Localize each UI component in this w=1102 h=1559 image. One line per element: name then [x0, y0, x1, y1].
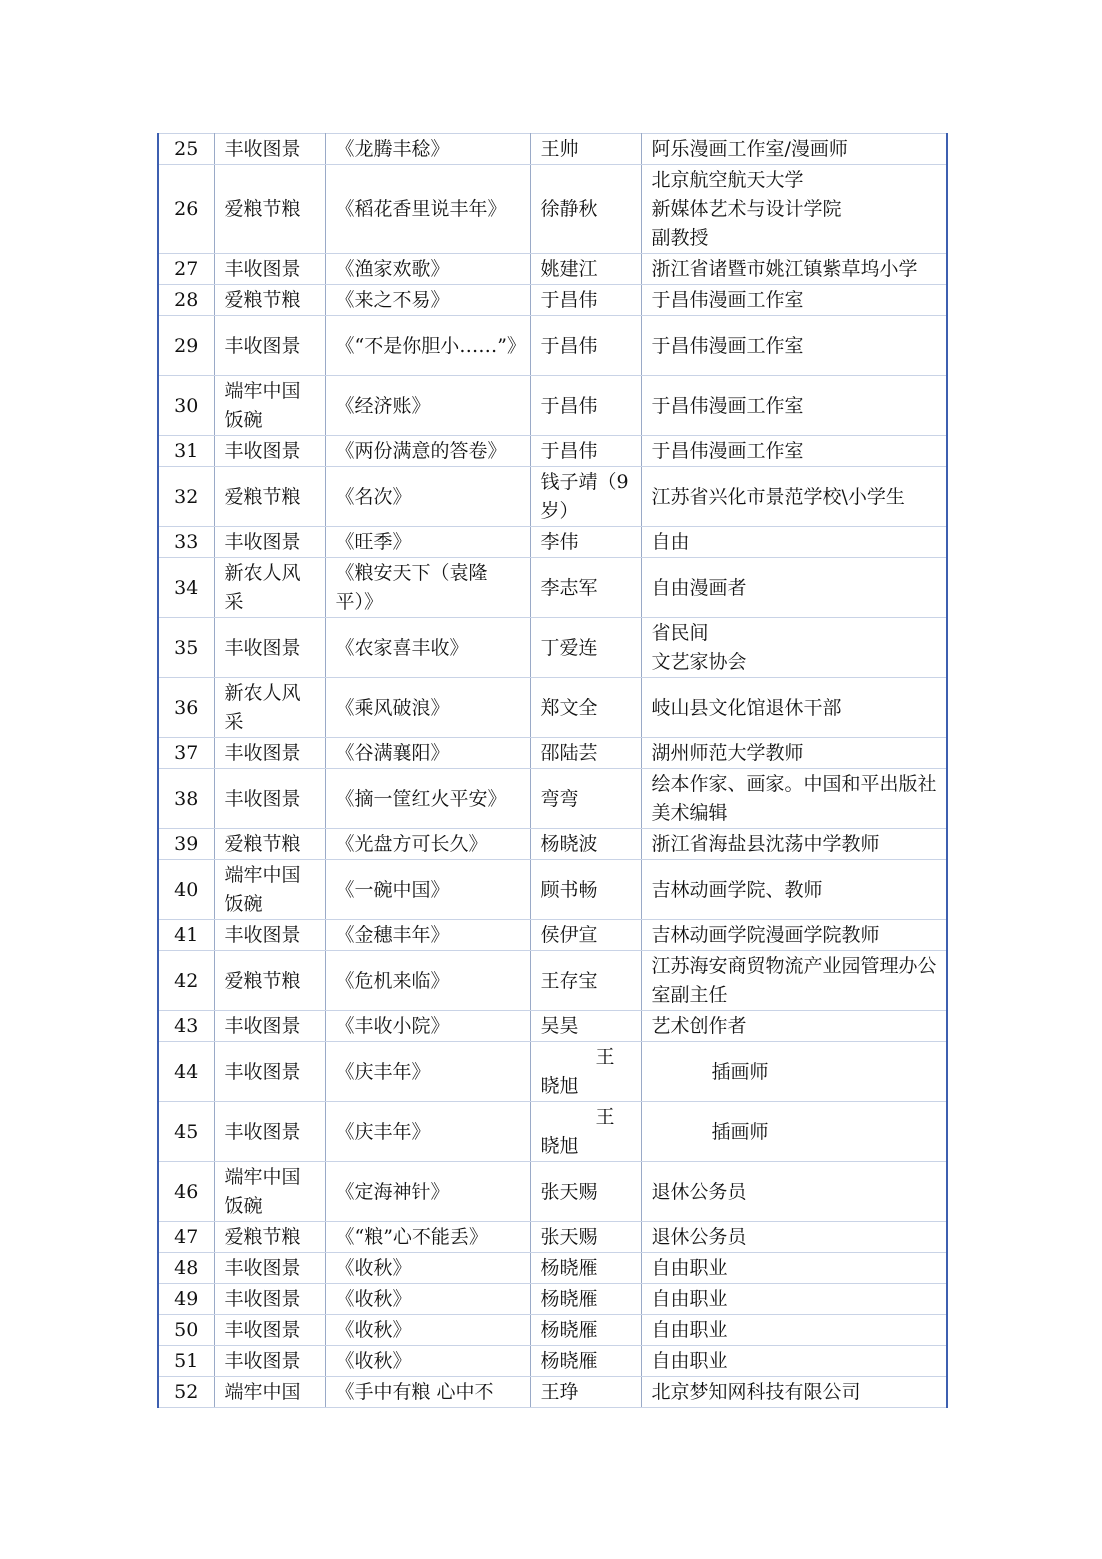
table-row: [158, 1346, 947, 1377]
category-cell: 丰收图景: [214, 618, 325, 678]
table-row: [158, 829, 947, 860]
author-cell: 杨晓雁: [530, 1253, 641, 1284]
row-number: 52: [158, 1377, 214, 1408]
category-cell: 端牢中国饭碗: [214, 860, 325, 920]
work-title-cell: 《乘风破浪》: [325, 678, 530, 738]
work-title-cell: 《摘一筐红火平安》: [325, 769, 530, 829]
unit-cell: 江苏省兴化市景范学校\小学生: [641, 467, 947, 527]
category-cell: 丰收图景: [214, 1042, 325, 1102]
work-title-cell: 《“不是你胆小……”》: [325, 316, 530, 376]
category-cell: 爱粮节粮: [214, 951, 325, 1011]
category-cell: 丰收图景: [214, 1253, 325, 1284]
unit-cell: 退休公务员: [641, 1162, 947, 1222]
category-cell: 爱粮节粮: [214, 165, 325, 254]
row-number: 34: [158, 558, 214, 618]
unit-cell: 吉林动画学院、教师: [641, 860, 947, 920]
work-title-cell: 《稻花香里说丰年》: [325, 165, 530, 254]
table-row: [158, 1011, 947, 1042]
row-number: 26: [158, 165, 214, 254]
author-cell: 王帅: [530, 134, 641, 165]
row-number: 40: [158, 860, 214, 920]
table-row: [158, 285, 947, 316]
unit-cell: 北京梦知网科技有限公司: [641, 1377, 947, 1408]
row-number: 33: [158, 527, 214, 558]
work-title-cell: 《手中有粮 心中不: [325, 1377, 530, 1408]
author-cell: 杨晓雁: [530, 1284, 641, 1315]
unit-cell: 退休公务员: [641, 1222, 947, 1253]
row-number: 50: [158, 1315, 214, 1346]
row-number: 39: [158, 829, 214, 860]
work-title-cell: 《渔家欢歌》: [325, 254, 530, 285]
unit-cell: 阿乐漫画工作室/漫画师: [641, 134, 947, 165]
author-cell: 郑文全: [530, 678, 641, 738]
category-cell: 爱粮节粮: [214, 467, 325, 527]
author-cell: 李志军: [530, 558, 641, 618]
row-number: 47: [158, 1222, 214, 1253]
table-row: [158, 1102, 947, 1162]
row-number: 44: [158, 1042, 214, 1102]
row-number: 30: [158, 376, 214, 436]
unit-cell: 自由: [641, 527, 947, 558]
table-row: [158, 254, 947, 285]
category-cell: 丰收图景: [214, 1284, 325, 1315]
category-cell: 端牢中国饭碗: [214, 376, 325, 436]
work-title-cell: 《光盘方可长久》: [325, 829, 530, 860]
unit-cell: 岐山县文化馆退休干部: [641, 678, 947, 738]
unit-cell: 艺术创作者: [641, 1011, 947, 1042]
category-cell: 丰收图景: [214, 769, 325, 829]
row-number: 27: [158, 254, 214, 285]
table-row: [158, 1253, 947, 1284]
author-cell: 王 晓旭: [530, 1102, 641, 1162]
row-number: 37: [158, 738, 214, 769]
table-row: [158, 1284, 947, 1315]
work-title-cell: 《两份满意的答卷》: [325, 436, 530, 467]
category-cell: 爱粮节粮: [214, 829, 325, 860]
table-row: [158, 558, 947, 618]
row-number: 36: [158, 678, 214, 738]
unit-cell: 自由职业: [641, 1315, 947, 1346]
table-body: [158, 134, 947, 1408]
unit-cell: 插画师: [641, 1102, 947, 1162]
unit-cell: 于昌伟漫画工作室: [641, 436, 947, 467]
category-cell: 丰收图景: [214, 1315, 325, 1346]
row-number: 25: [158, 134, 214, 165]
author-cell: 杨晓雁: [530, 1346, 641, 1377]
author-cell: 王 晓旭: [530, 1042, 641, 1102]
author-cell: 李伟: [530, 527, 641, 558]
category-cell: 丰收图景: [214, 738, 325, 769]
author-cell: 张天赐: [530, 1222, 641, 1253]
row-number: 28: [158, 285, 214, 316]
unit-cell: 浙江省诸暨市姚江镇紫草坞小学: [641, 254, 947, 285]
author-cell: 王存宝: [530, 951, 641, 1011]
unit-cell: 湖州师范大学教师: [641, 738, 947, 769]
row-number: 42: [158, 951, 214, 1011]
table-row: [158, 1222, 947, 1253]
author-cell: 姚建江: [530, 254, 641, 285]
work-title-cell: 《经济账》: [325, 376, 530, 436]
work-title-cell: 《庆丰年》: [325, 1042, 530, 1102]
table-row: [158, 769, 947, 829]
author-cell: 杨晓雁: [530, 1315, 641, 1346]
award-list-table: [157, 133, 948, 1408]
row-number: 51: [158, 1346, 214, 1377]
work-title-cell: 《谷满襄阳》: [325, 738, 530, 769]
table-row: [158, 860, 947, 920]
unit-cell: 于昌伟漫画工作室: [641, 376, 947, 436]
unit-cell: 省民间 文艺家协会: [641, 618, 947, 678]
row-number: 45: [158, 1102, 214, 1162]
row-number: 48: [158, 1253, 214, 1284]
unit-cell: 自由职业: [641, 1284, 947, 1315]
author-cell: 弯弯: [530, 769, 641, 829]
author-cell: 邵陆芸: [530, 738, 641, 769]
table-row: [158, 376, 947, 436]
author-cell: 杨晓波: [530, 829, 641, 860]
row-number: 49: [158, 1284, 214, 1315]
category-cell: 丰收图景: [214, 134, 325, 165]
author-cell: 王琤: [530, 1377, 641, 1408]
row-number: 31: [158, 436, 214, 467]
work-title-cell: 《收秋》: [325, 1284, 530, 1315]
author-cell: 于昌伟: [530, 285, 641, 316]
row-number: 43: [158, 1011, 214, 1042]
work-title-cell: 《庆丰年》: [325, 1102, 530, 1162]
unit-cell: 插画师: [641, 1042, 947, 1102]
work-title-cell: 《一碗中国》: [325, 860, 530, 920]
table-row: [158, 1315, 947, 1346]
category-cell: 丰收图景: [214, 527, 325, 558]
work-title-cell: 《金穗丰年》: [325, 920, 530, 951]
work-title-cell: 《危机来临》: [325, 951, 530, 1011]
work-title-cell: 《收秋》: [325, 1346, 530, 1377]
unit-cell: 于昌伟漫画工作室: [641, 285, 947, 316]
row-number: 35: [158, 618, 214, 678]
work-title-cell: 《名次》: [325, 467, 530, 527]
category-cell: 新农人风采: [214, 558, 325, 618]
table-row: [158, 920, 947, 951]
unit-cell: 于昌伟漫画工作室: [641, 316, 947, 376]
unit-cell: 浙江省海盐县沈荡中学教师: [641, 829, 947, 860]
author-cell: 张天赐: [530, 1162, 641, 1222]
unit-cell: 北京航空航天大学 新媒体艺术与设计学院 副教授: [641, 165, 947, 254]
category-cell: 爱粮节粮: [214, 285, 325, 316]
work-title-cell: 《龙腾丰稔》: [325, 134, 530, 165]
category-cell: 新农人风采: [214, 678, 325, 738]
unit-cell: 吉林动画学院漫画学院教师: [641, 920, 947, 951]
author-cell: 吴昊: [530, 1011, 641, 1042]
author-cell: 侯伊宣: [530, 920, 641, 951]
author-cell: 徐静秋: [530, 165, 641, 254]
row-number: 46: [158, 1162, 214, 1222]
table-row: [158, 1377, 947, 1408]
table-row: [158, 436, 947, 467]
table-row: [158, 618, 947, 678]
author-cell: 钱子靖（9岁）: [530, 467, 641, 527]
table-row: [158, 165, 947, 254]
work-title-cell: 《旺季》: [325, 527, 530, 558]
work-title-cell: 《丰收小院》: [325, 1011, 530, 1042]
work-title-cell: 《来之不易》: [325, 285, 530, 316]
category-cell: 丰收图景: [214, 1102, 325, 1162]
row-number: 38: [158, 769, 214, 829]
table-row: [158, 134, 947, 165]
author-cell: 于昌伟: [530, 436, 641, 467]
unit-cell: 绘本作家、画家。中国和平出版社美术编辑: [641, 769, 947, 829]
unit-cell: 自由职业: [641, 1346, 947, 1377]
author-cell: 于昌伟: [530, 376, 641, 436]
category-cell: 端牢中国: [214, 1377, 325, 1408]
row-number: 32: [158, 467, 214, 527]
category-cell: 端牢中国饭碗: [214, 1162, 325, 1222]
row-number: 29: [158, 316, 214, 376]
category-cell: 丰收图景: [214, 1346, 325, 1377]
table-row: [158, 1042, 947, 1102]
table-row: [158, 738, 947, 769]
unit-cell: 自由漫画者: [641, 558, 947, 618]
work-title-cell: 《收秋》: [325, 1315, 530, 1346]
table-row: [158, 951, 947, 1011]
work-title-cell: 《粮安天下（袁隆平）》: [325, 558, 530, 618]
unit-cell: 自由职业: [641, 1253, 947, 1284]
category-cell: 丰收图景: [214, 1011, 325, 1042]
table-row: [158, 1162, 947, 1222]
author-cell: 丁爱连: [530, 618, 641, 678]
work-title-cell: 《收秋》: [325, 1253, 530, 1284]
work-title-cell: 《“粮”心不能丢》: [325, 1222, 530, 1253]
work-title-cell: 《农家喜丰收》: [325, 618, 530, 678]
table-row: [158, 527, 947, 558]
work-title-cell: 《定海神针》: [325, 1162, 530, 1222]
category-cell: 丰收图景: [214, 316, 325, 376]
table-row: [158, 316, 947, 376]
category-cell: 丰收图景: [214, 920, 325, 951]
award-list-table-wrapper: [157, 133, 946, 1408]
category-cell: 丰收图景: [214, 254, 325, 285]
row-number: 41: [158, 920, 214, 951]
category-cell: 丰收图景: [214, 436, 325, 467]
author-cell: 于昌伟: [530, 316, 641, 376]
table-row: [158, 678, 947, 738]
author-cell: 顾书畅: [530, 860, 641, 920]
unit-cell: 江苏海安商贸物流产业园管理办公室副主任: [641, 951, 947, 1011]
table-row: [158, 467, 947, 527]
category-cell: 爱粮节粮: [214, 1222, 325, 1253]
